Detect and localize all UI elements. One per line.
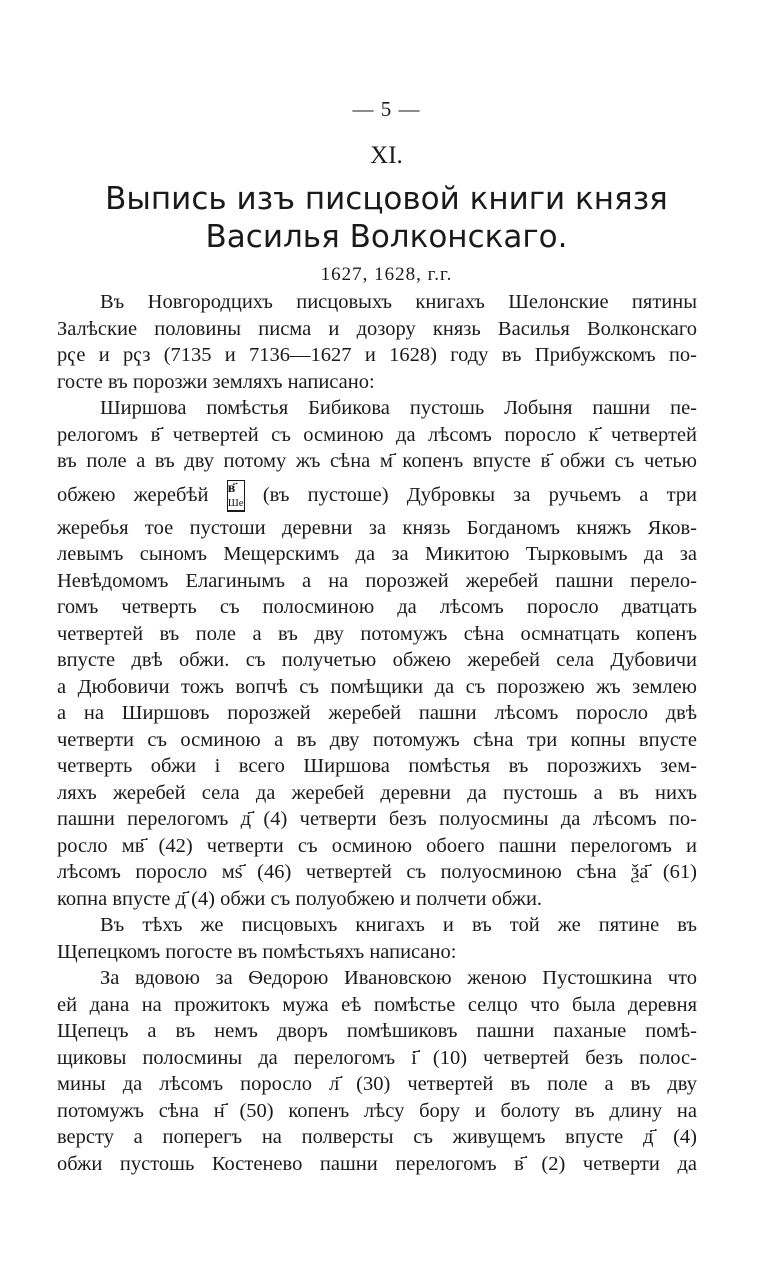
text-line: рҁе и рҁз (7135 и 7136—1627 и 1628) году въ Прибужскомъ по- [57,344,697,366]
paragraph-2 [57,395,697,912]
text-line: щиковы полосмины да перелогомъ і҃ (10) четвертей безъ полос- [57,1046,697,1069]
text-line: Ширшова помѣстья Бибикова пустошь Лобыня пашни пе- [100,397,697,419]
boxed-mark-bottom: Ше [227,496,244,509]
text-line: левымъ сыномъ Мещерскимъ да за Микитою Тырковымъ да за [57,543,697,565]
text-line: впусте двѣ обжи. съ получетью обжею жеребей села Дубовичи [57,649,697,671]
paragraph-3 [57,912,697,965]
text-line: Залѣские половины писма и дозору князь Василья Волконскаго [57,317,697,340]
text-line: релогомъ в҃ четвертей съ осминою да лѣсомъ поросло к҃ четвертей [57,423,697,446]
text-line: ей дана на прожитокъ мужа еѣ помѣстье селцо что была деревня [57,993,697,1016]
text-line: версту а поперегъ на полверсты съ живущемъ впусте д҃ (4) [57,1126,697,1148]
text-line: а Дюбовичи тожъ вопчѣ съ помѣщики да съ порозжею жъ землею [57,675,697,698]
text-line: потомужъ сѣна н҃ (50) копенъ лѣсу бору и болоту въ длину на [57,1099,697,1122]
text-line: За вдовою за Ѳедорою Ивановскою женою Пустошкина что [100,967,697,989]
text-line: росло мв҃ (42) четверти съ осминою обоего пашни перелогомъ и [57,834,697,857]
text-line: мины да лѣсомъ поросло л҃ (30) четвертей въ поле а въ дву [57,1073,697,1095]
page-number: — 5 — [352,97,421,121]
document-title: Выпись изъ писцовой книги князя Василья Волконскаго. [105,181,668,255]
text-line: въ поле а въ дву потому жъ сѣна м҃ копенъ впусте в҃ обжи съ четью [57,450,697,472]
text-line: лѣсомъ поросло мѕ҃ (46) четвертей съ полуосминою сѣна ѯа҃ (61) [57,861,697,883]
boxed-mark-top: в҃ [227,480,236,496]
text-line: Щепецкомъ погосте въ помѣстьяхъ написано: [57,940,457,963]
text-line: Невѣдомомъ Елагинымъ а на порозжей жеребей пашни перело- [57,569,697,592]
text-line: а на Ширшовъ порозжей жеребей пашни лѣсомъ поросло двѣ [57,702,697,724]
paragraph-4 [57,965,697,1177]
text-line: Щепецъ а въ немъ дворъ помѣшиковъ пашни паханые помѣ- [57,1020,697,1042]
text-line: обжи пустошь Костенево пашни перелогомъ в҃ (2) четверти да [57,1152,697,1175]
text-line-with-mark [57,475,697,515]
section-number: XI. [370,142,403,169]
text-line: Въ Новгородцихъ писцовыхъ книгахъ Шелонские пятины [100,291,697,313]
text-line: копна впусте д҃ (4) обжи съ полуобжею и полчети обжи. [57,887,543,910]
text-line: ляхъ жеребей села да жеребей деревни да пустошь а въ нихъ [57,781,697,804]
text-line: четверть обжи і всего Ширшова помѣстья въ порозжихъ зем- [57,755,697,777]
boxed-numeral-mark [227,480,245,512]
text-line: четверти съ осминою а въ дву потомужъ сѣна три копны впусте [57,728,697,751]
text-fragment: (въ пустоше) Дубровкы за ручьемъ а три [262,483,697,506]
text-line: Въ тѣхъ же писцовыхъ книгахъ и въ той же пятине въ [100,914,697,936]
text-line: госте въ порозжи земляхъ написано: [57,370,375,393]
document-years: 1627, 1628, г.г. [320,264,453,285]
text-fragment: обжею жеребѣй [57,483,209,506]
paragraph-1 [57,289,697,395]
text-line: жеребья тое пустоши деревни за князь Богданомъ княжъ Яков- [57,516,697,539]
text-line: четвертей въ поле а въ дву потомужъ сѣна осмнатцать копенъ [57,622,697,645]
document-body [57,289,697,1177]
text-line: гомъ четверть съ полосминою да лѣсомъ поросло дватцать [57,596,697,618]
text-line: пашни перелогомъ д҃ (4) четверти безъ полуосмины да лѣсомъ по- [57,808,697,830]
